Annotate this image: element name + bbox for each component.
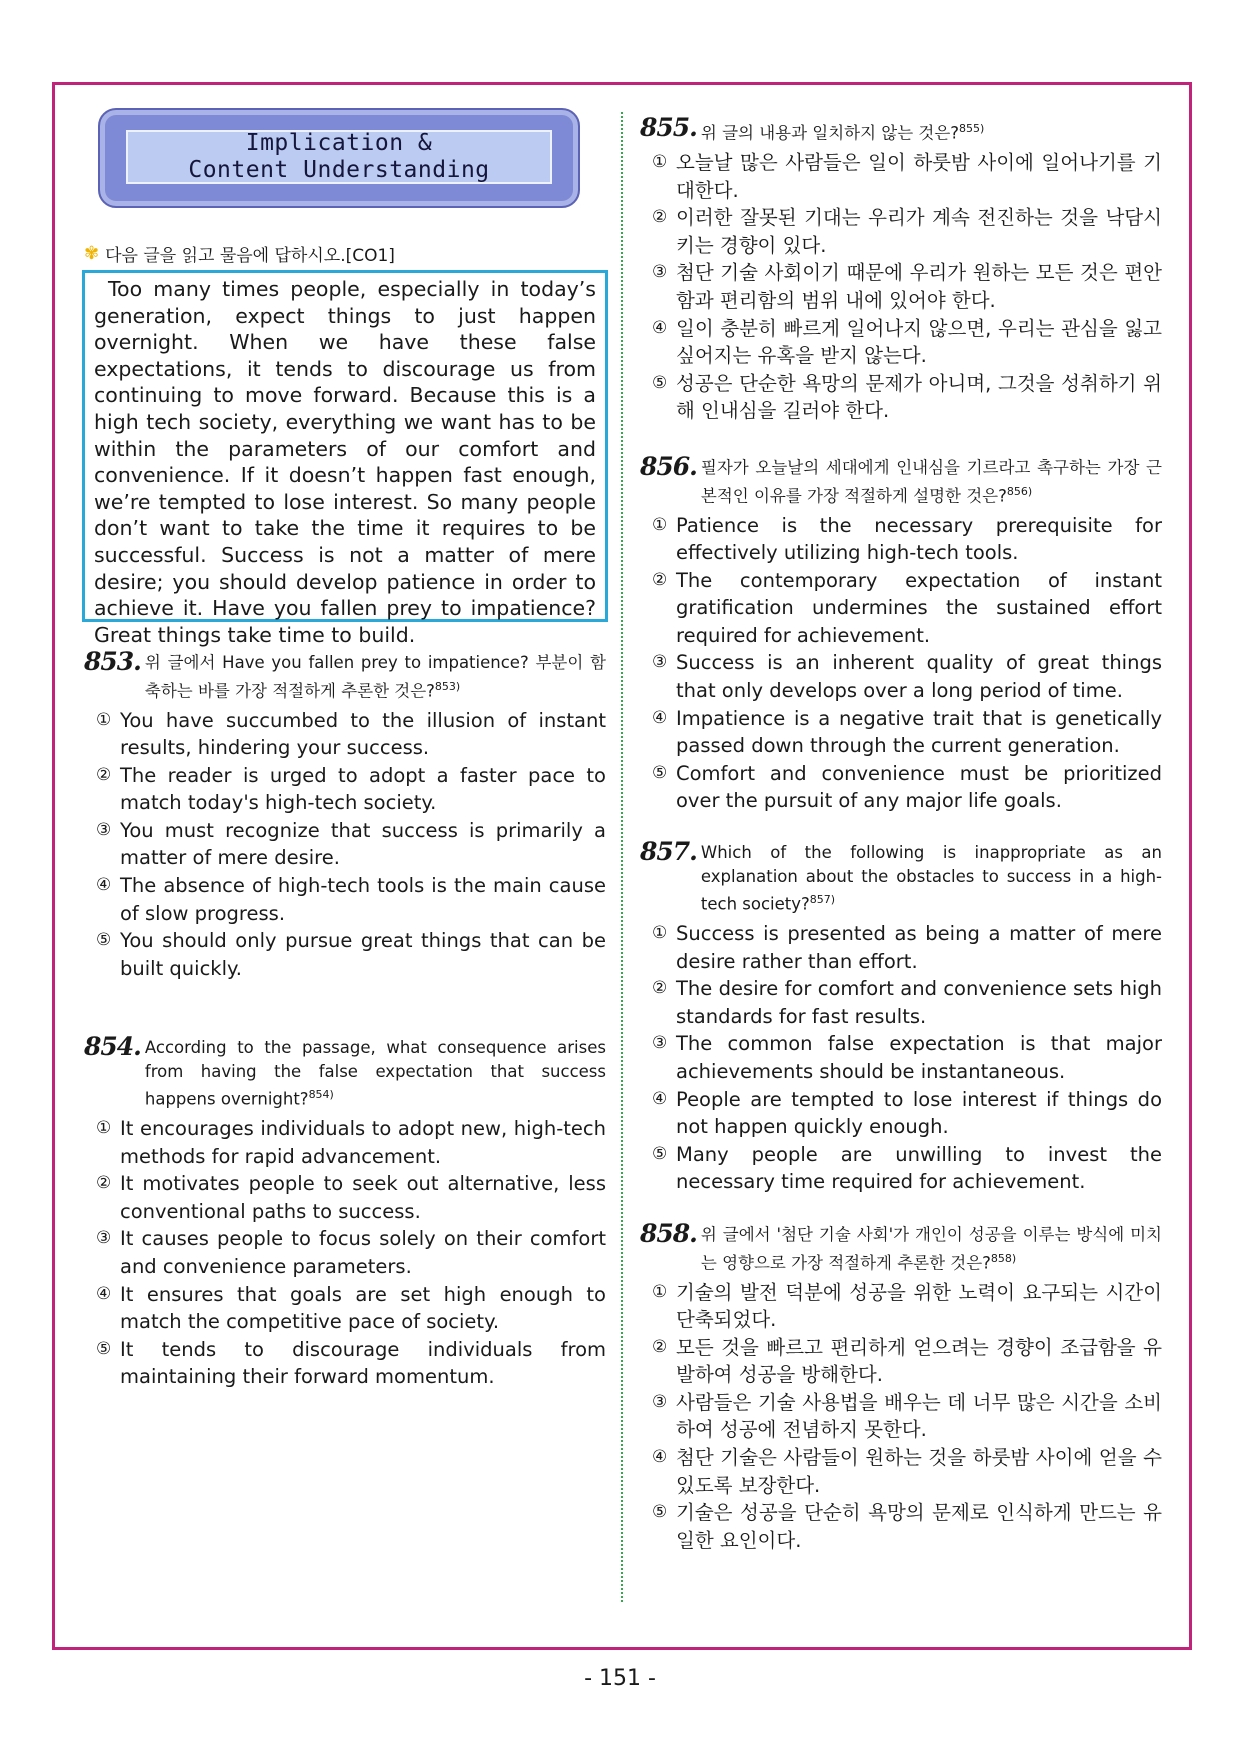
- option[interactable]: ⑤ Comfort and convenience must be prioritized over the pursuit of any major life goals.: [652, 761, 1162, 813]
- option[interactable]: ③ Success is an inherent quality of great things that only develops over a long period of time.: [652, 651, 1162, 703]
- option[interactable]: ③ It causes people to focus solely on their comfort and convenience parameters.: [96, 1227, 606, 1278]
- option[interactable]: ④ Impatience is a negative trait that is genetically passed down through the current generation.: [652, 706, 1162, 758]
- option[interactable]: ① Success is presented as being a matter of mere desire rather than effort.: [652, 922, 1162, 973]
- question-ref: 856): [1006, 484, 1033, 498]
- reading-passage: [82, 270, 608, 647]
- question-ref: 854): [308, 1088, 334, 1101]
- options: [640, 149, 1162, 425]
- options: [640, 512, 1162, 816]
- instruction-text: 다음 글을 읽고 물음에 답하시오.[CO1]: [105, 246, 395, 266]
- question-number: 854.: [84, 1032, 141, 1061]
- column-divider: [621, 112, 623, 1602]
- option[interactable]: ③ 사람들은 기술 사용법을 배우는 데 너무 많은 시간을 소비하여 성공에 전념하지 못한다.: [652, 1390, 1162, 1442]
- question-854: [84, 1032, 606, 1391]
- question-855: [640, 113, 1162, 425]
- question-stem: 위 글의 내용과 일치하지 않는 것은?$^{855)}$: [700, 122, 985, 143]
- options: [640, 920, 1162, 1196]
- option[interactable]: ① You have succumbed to the illusion of instant results, hindering your success.: [96, 708, 606, 760]
- section-title-line2: Content Understanding: [188, 157, 490, 183]
- option[interactable]: ② The reader is urged to adopt a faster pace to match today's high-tech society.: [96, 763, 606, 815]
- question-number: 853.: [84, 647, 141, 676]
- option[interactable]: ④ 일이 충분히 빠르게 일어나지 않으면, 우리는 관심을 잃고 싶어지는 유혹을 받지 않는다.: [652, 316, 1162, 368]
- option[interactable]: ① It encourages individuals to adopt new, high-tech methods for rapid advancement.: [96, 1117, 606, 1168]
- option[interactable]: ⑤ Many people are unwilling to invest the necessary time required for achievement.: [652, 1142, 1162, 1194]
- option[interactable]: ⑤ 성공은 단순한 욕망의 문제가 아니며, 그것을 성취하기 위해 인내심을 길러야 한다.: [652, 371, 1162, 423]
- question-stem: 위 글에서 '첨단 기술 사회'가 개인이 성공을 이루는 방식에 미치는 영향으로 가장 적절하게 추론한 것은?$^{858)}$: [700, 1225, 1162, 1272]
- option[interactable]: ② The contemporary expectation of instant gratification undermines the sustained effort required for achievement.: [652, 568, 1162, 647]
- question-857: [640, 837, 1162, 1196]
- option[interactable]: ⑤ It tends to discourage individuals from maintaining their forward momentum.: [96, 1337, 606, 1389]
- question-858: [640, 1219, 1162, 1554]
- option[interactable]: ③ 첨단 기술 사회이기 때문에 우리가 원하는 모든 것은 편안함과 편리함의 범위 내에 있어야 한다.: [652, 261, 1162, 312]
- question-stem: 위 글에서 Have you fallen prey to impatience? 부분이 함축하는 바를 가장 적절하게 추론한 것은?$^{853)}$: [144, 653, 606, 700]
- options: [84, 707, 606, 983]
- option[interactable]: ② 이러한 잘못된 기대는 우리가 계속 전진하는 것을 낙담시키는 경향이 있다.: [652, 206, 1162, 257]
- question-856: [640, 452, 1162, 815]
- option[interactable]: ① 오늘날 많은 사람들은 일이 하룻밤 사이에 일어나기를 기대한다.: [652, 151, 1162, 202]
- option[interactable]: ② 모든 것을 빠르고 편리하게 얻으려는 경향이 조급함을 유발하여 성공을 방해한다.: [652, 1335, 1162, 1387]
- question-ref: 855): [959, 122, 985, 135]
- option[interactable]: ④ People are tempted to lose interest if things do not happen quickly enough.: [652, 1087, 1162, 1139]
- option[interactable]: ① 기술의 발전 덕분에 성공을 위한 노력이 요구되는 시간이 단축되었다.: [652, 1280, 1162, 1332]
- option[interactable]: ① Patience is the necessary prerequisite for effectively utilizing high-tech tools.: [652, 513, 1162, 565]
- option[interactable]: ③ The common false expectation is that major achievements should be instantaneous.: [652, 1032, 1162, 1083]
- question-number: 857.: [640, 837, 697, 866]
- question-number: 856.: [640, 452, 697, 481]
- flower-icon: ✾: [84, 243, 100, 264]
- option[interactable]: ② The desire for comfort and convenience sets high standards for fast results.: [652, 977, 1162, 1028]
- option[interactable]: ④ 첨단 기술은 사람들이 원하는 것을 하룻밤 사이에 얻을 수 있도록 보장한다.: [652, 1446, 1162, 1497]
- options: [640, 1279, 1162, 1555]
- passage-text: Too many times people, especially in today’s generation, expect things to just happen overnight. When we have these false expectations, it tends to discourage us from continuing to move forward. Because this is a high tech society, everything we want has to be within the parameters of our comfort and convenience. If it doesn’t happen fast enough, we’re tempted to lose interest. So many people don’t want to take the time it requires to be successful. Success is not a matter of mere desire; you should develop patience in order to achieve it. Have you fallen prey to impatience? Great things take time to build.: [94, 277, 596, 647]
- question-ref: 853): [434, 679, 461, 693]
- option[interactable]: ⑤ You should only pursue great things that can be built quickly.: [96, 929, 606, 980]
- option[interactable]: ② It motivates people to seek out alternative, less conventional paths to success.: [96, 1172, 606, 1223]
- question-number: 855.: [640, 113, 697, 142]
- section-title-line1: Implication &: [245, 130, 433, 156]
- section-title-badge: [98, 108, 580, 208]
- question-ref: 858): [990, 1251, 1017, 1265]
- option[interactable]: ③ You must recognize that success is primarily a matter of mere desire.: [96, 818, 606, 870]
- option[interactable]: ⑤ 기술은 성공을 단순히 욕망의 문제로 인식하게 만드는 유일한 요인이다.: [652, 1501, 1162, 1552]
- question-stem: 필자가 오늘날의 세대에게 인내심을 기르라고 촉구하는 가장 근본적인 이유를 가장 적절하게 설명한 것은?$^{856)}$: [700, 458, 1162, 505]
- instruction: [84, 241, 395, 266]
- section-title: [126, 130, 552, 184]
- options: [84, 1115, 606, 1391]
- page-number: - 151 -: [584, 1666, 656, 1691]
- option[interactable]: ④ The absence of high-tech tools is the main cause of slow progress.: [96, 874, 606, 925]
- question-ref: 857): [809, 893, 836, 906]
- question-stem: Which of the following is inappropriate as an explanation about the obstacles to success in a high-tech society?$^{857)}$: [700, 843, 1162, 914]
- option[interactable]: ④ It ensures that goals are set high enough to match the competitive pace of society.: [96, 1282, 606, 1334]
- question-number: 858.: [640, 1219, 697, 1248]
- question-853: [84, 647, 606, 982]
- question-stem: According to the passage, what consequence arises from having the false expectation that success happens overnight?$^{854)}$: [144, 1038, 606, 1109]
